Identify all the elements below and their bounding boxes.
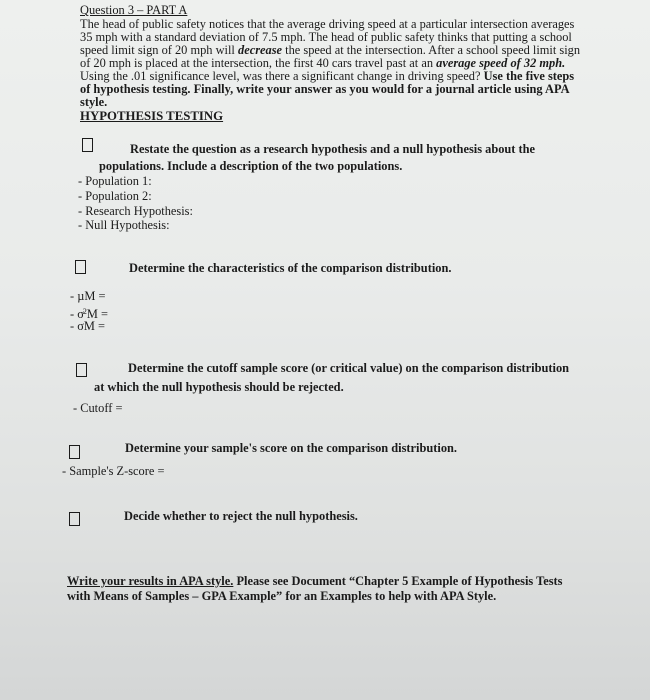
step-3-line-2: at which the null hypothesis should be rejected. (94, 380, 344, 394)
population-2-item: - Population 2: (78, 189, 152, 203)
question-text-line-3: speed limit sign of 20 mph will decrease the speed at the intersection. After a school speed limit sign (80, 43, 581, 57)
step-3-line-1: Determine the cutoff sample score (or critical value) on the comparison distribution (128, 361, 570, 375)
variance-m-item: - $\sigma^2M$ = (70, 307, 109, 321)
step-1-checkbox[interactable] (82, 138, 93, 152)
question-text-line-7: style. (80, 95, 108, 109)
research-hypothesis-item: - Research Hypothesis: (78, 204, 193, 218)
sigma-m-item: - σM = (70, 319, 106, 333)
question-text-line-2: 35 mph with a standard deviation of 7.5 mph. The head of public safety thinks that putting a school (80, 30, 572, 44)
question-title: Question 3 – PART A (80, 3, 188, 17)
sample-z-score-item: - Sample's Z-score = (62, 464, 165, 478)
apa-instructions-line-2: with Means of Samples – GPA Example” for an Examples to help with APA Style. (67, 589, 497, 603)
question-text-line-5: Using the .01 significance level, was there a significant change in driving speed? Use the five steps (80, 69, 575, 83)
step-5-text: Decide whether to reject the null hypothesis. (124, 509, 358, 523)
question-text-line-1: The head of public safety notices that the average driving speed at a particular intersection averages (80, 17, 575, 31)
step-5-checkbox[interactable] (69, 512, 80, 526)
step-4-checkbox[interactable] (69, 445, 80, 459)
apa-instructions-line-1: Write your results in APA style. Please see Document “Chapter 5 Example of Hypothesis Tests (67, 574, 563, 588)
step-1-line-2: populations. Include a description of the two populations. (99, 159, 403, 173)
hypothesis-testing-heading: HYPOTHESIS TESTING (80, 109, 224, 123)
question-text-line-6: of hypothesis testing. Finally, write your answer as you would for a journal article using APA (80, 82, 570, 96)
question-text-line-4: of 20 mph is placed at the intersection, the first 40 cars travel past at an average speed of 32 mph. (80, 56, 566, 70)
step-4-text: Determine your sample's score on the comparison distribution. (125, 441, 458, 455)
step-1-line-1: Restate the question as a research hypothesis and a null hypothesis about the (130, 142, 536, 156)
null-hypothesis-item: - Null Hypothesis: (78, 218, 170, 232)
cutoff-item: - Cutoff = (73, 401, 123, 415)
step-2-text: Determine the characteristics of the comparison distribution. (129, 261, 452, 275)
mu-m-item: - µM = (70, 289, 106, 303)
step-2-checkbox[interactable] (75, 260, 86, 274)
step-3-checkbox[interactable] (76, 363, 87, 377)
population-1-item: - Population 1: (78, 174, 152, 188)
